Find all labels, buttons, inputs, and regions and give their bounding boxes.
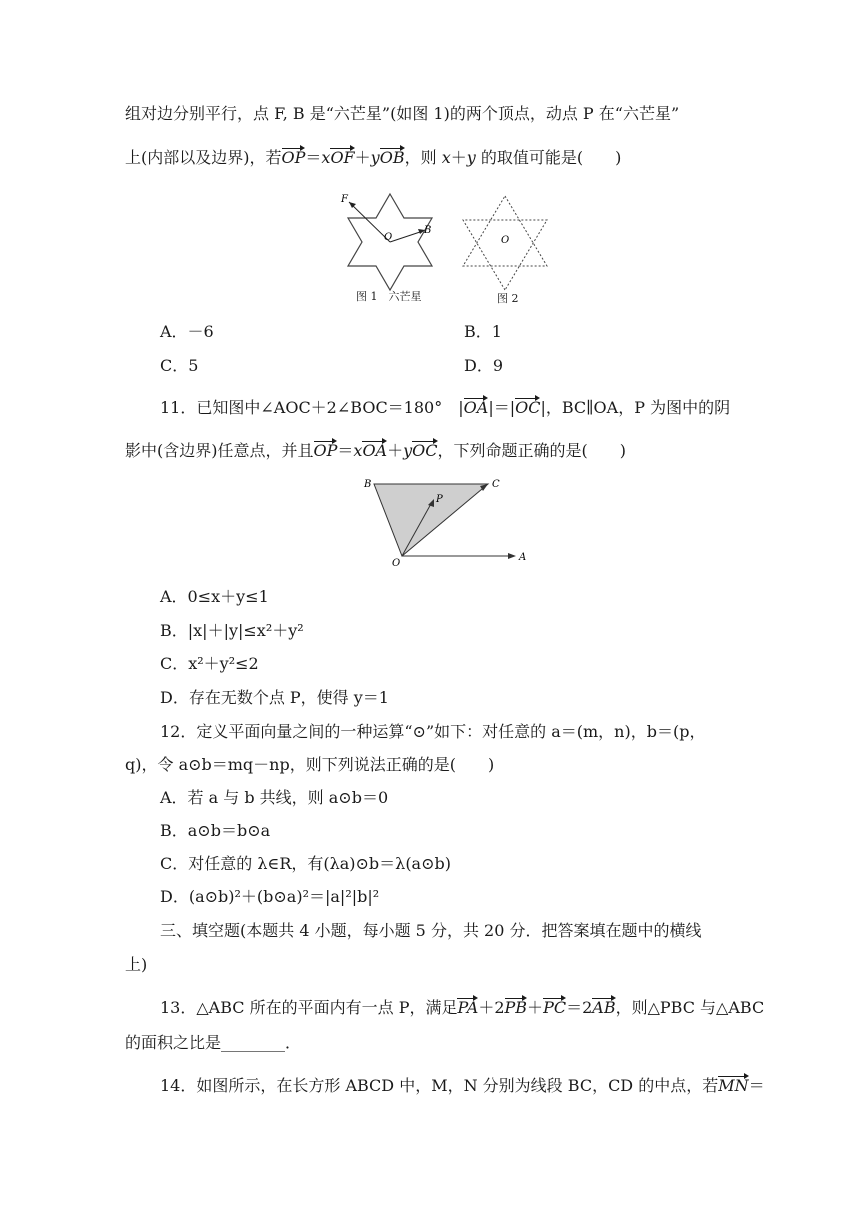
q12-option-a: A．若 a 与 b 共线，则 a⊙b＝0 [160, 788, 389, 807]
shaded-triangle-obc [374, 484, 488, 556]
q10-line2-prefix: 上(内部以及边界)，若 [125, 148, 282, 167]
q13-line1-prefix: 13．△ABC 所在的平面内有一点 P，满足 [160, 998, 458, 1017]
q11-text-line2 [125, 440, 626, 462]
q13-line1-suffix: ，则△PBC 与△ABC [615, 998, 765, 1017]
q12-option-b: B．a⊙b＝b⊙a [160, 821, 271, 840]
q10-option-b: B．1 [464, 322, 502, 341]
figure-1-caption: 图 1 六芒星 [356, 290, 422, 303]
q10-option-c: C．5 [160, 356, 199, 375]
vector-ob-line [390, 231, 423, 242]
q14-vector-mn: MN＝ [718, 1076, 765, 1095]
section-3-heading-line2: 上) [125, 955, 148, 974]
q11-line1-prefix: 11．已知图中∠AOC＋2∠BOC＝180° [160, 398, 443, 417]
q12-option-d: D．(a⊙b)²＋(b⊙a)²＝|a|²|b|² [160, 887, 380, 906]
q14-line1-prefix: 14．如图所示，在长方形 ABCD 中，M，N 分别为线段 BC，CD 的中点，若 [160, 1076, 719, 1095]
q10-line2-suffix: 的取值可能是( ) [480, 148, 622, 167]
figure-2-dotted-hexagram [455, 188, 555, 298]
q13-vector-equation: PA＋2PB＋PC＝2AB [457, 998, 616, 1017]
label-b-q11: B [364, 479, 372, 490]
q11-option-a: A．0≤x＋y≤1 [160, 587, 269, 606]
q12-text-line2: q)，令 a⊙b＝mq－np，则下列说法正确的是( ) [125, 755, 495, 774]
q13-text-line1 [160, 997, 764, 1019]
q11-vector-equation: OP＝xOA＋yOC [313, 441, 438, 460]
q11-option-b: B．|x|＋|y|≤x²＋y² [160, 621, 304, 640]
q12-text-line1: 12．定义平面向量之间的一种运算“⊙”如下：对任意的 a＝(m，n)，b＝(p， [160, 722, 706, 741]
q10-vector-equation: OP＝xOF＋yOB，则 x＋y [281, 148, 476, 167]
q13-text-line2: 的面积之比是________． [125, 1033, 302, 1052]
q11-line2-suffix: ，下列命题正确的是( ) [437, 441, 627, 460]
q10-option-a: A．－6 [160, 322, 214, 341]
q10-option-d: D．9 [464, 356, 504, 375]
label-p-q11: P [436, 494, 443, 505]
label-o-q11: O [392, 558, 401, 569]
q10-text-line1: 组对边分别平行，点 F, B 是“六芒星”(如图 1)的两个顶点，动点 P 在“六芒星” [125, 104, 680, 123]
label-o-fig1: O [384, 232, 393, 243]
section-3-heading-line1: 三、填空题(本题共 4 小题，每小题 5 分，共 20 分．把答案填在题中的横线 [160, 921, 702, 940]
q11-text-line1: 11．已知图中∠AOC＋2∠BOC＝180° |OA|＝|OC|，BC∥OA，P 为图中的阴 [160, 398, 731, 417]
q14-text-line1 [160, 1075, 765, 1097]
label-f: F [341, 194, 348, 205]
q11-line2-prefix: 影中(含边界)任意点，并且 [125, 441, 314, 460]
q11-line1-suffix: ，BC∥OA，P 为图中的阴 [545, 398, 731, 417]
triangle-down-dotted [463, 220, 547, 290]
q10-text-line2 [125, 147, 621, 169]
vector-of-arrowhead [349, 202, 356, 208]
q12-option-c: C．对任意的 λ∈R，有(λa)⊙b＝λ(a⊙b) [160, 854, 451, 873]
label-c-q11: C [492, 479, 500, 490]
label-o-fig2: O [501, 235, 510, 246]
q11-option-d: D．存在无数个点 P，使得 y＝1 [160, 688, 389, 707]
label-a-q11: A [519, 552, 527, 563]
vector-oa-arrowhead [508, 553, 516, 559]
label-b: B [424, 225, 432, 236]
triangle-up-dotted [463, 196, 547, 266]
q11-option-c: C．x²＋y²≤2 [160, 654, 259, 673]
figure-2-caption: 图 2 [497, 292, 519, 305]
q11-figure [360, 474, 535, 569]
